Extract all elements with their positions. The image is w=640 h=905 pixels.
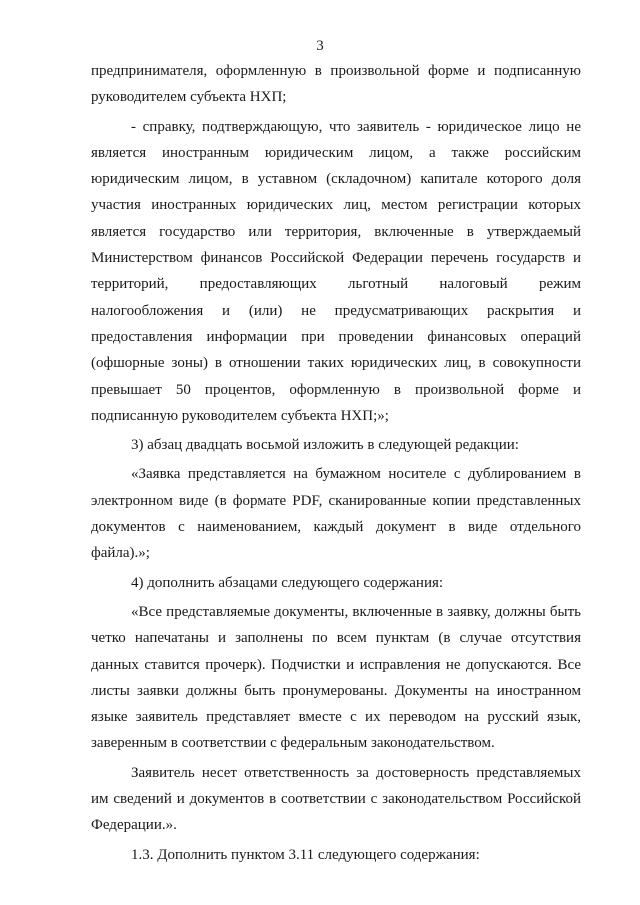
- paragraph-document-requirements: «Все представляемые документы, включенные в заявку, должны быть четко напечатаны и заполнены по всем пунктам (в случае отсутствия данных ставится прочерк). Подчистки и исправления не допускаются. Все листы заявки должны быть пронумерованы. Документы на иностранном языке заявитель представляет вместе с их переводом на русский язык, заверенным в соответствии с федеральным законодательством.: [91, 603, 581, 752]
- document-body: [91, 58, 581, 868]
- paragraph-application-format: «Заявка представляется на бумажном носителе с дублированием в электронном виде (в формате PDF, сканированные копии представленных документов с наименованием, каждый документ в виде отдельного файла).»;: [91, 466, 581, 562]
- page-number: 3: [316, 38, 324, 54]
- paragraph-applicant-responsibility: Заявитель несет ответственность за достоверность представляемых им сведений и документов в соответствии с законодательством Российской Федерации.».: [91, 764, 581, 834]
- paragraph-section-1-3: 1.3. Дополнить пунктом 3.11 следующего содержания:: [131, 846, 480, 863]
- paragraph-item-4: 4) дополнить абзацами следующего содержания:: [131, 574, 444, 591]
- paragraph-item-3: 3) абзац двадцать восьмой изложить в следующей редакции:: [131, 437, 519, 454]
- paragraph-continuation: предпринимателя, оформленную в произвольной форме и подписанную руководителем субъекта НХП;: [91, 63, 581, 106]
- paragraph-certificate: - справку, подтверждающую, что заявитель - юридическое лицо не является иностранным юридическим лицом, а также российским юридическим лицом, в уставном (складочном) капитале которого доля участия иностранных юридических лиц, местом регистрации которых является государство или территория, включенные в утверждаемый Министерством финансов Российской Федерации перечень государств и территорий, предоставляющих льготный налоговый режим налогообложения и (или) не предусматривающих раскрытия и предоставления информации при проведении финансовых операций (офшорные зоны) в отношении таких юридических лиц, в совокупности превышает 50 процентов, оформленную в произвольной форме и подписанную руководителем субъекта НХП;»;: [91, 118, 581, 424]
